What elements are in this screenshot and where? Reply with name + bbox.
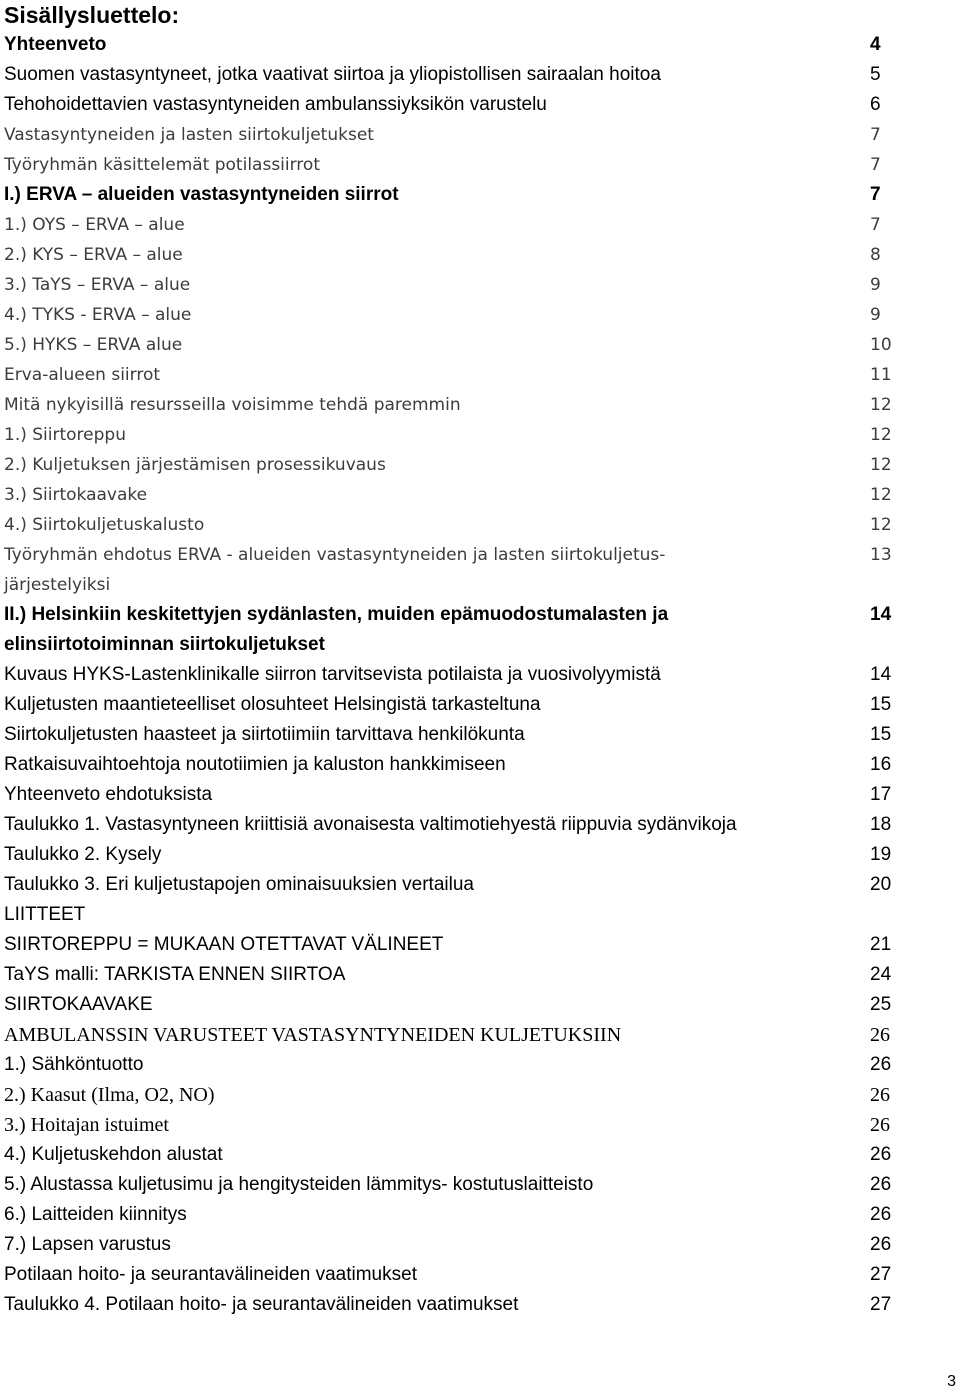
toc-entry-page: 26 — [870, 1084, 890, 1106]
toc-entry-page: 12 — [870, 395, 892, 415]
toc-entry-title: 2.) Kuljetuksen järjestämisen prosessikuvaus — [4, 455, 386, 475]
toc-entry[interactable] — [4, 1170, 914, 1200]
toc-entry-page: 14 — [870, 604, 892, 625]
toc-entry-title: Tehohoidettavien vastasyntyneiden ambulanssiyksikön varustelu — [4, 94, 547, 115]
toc-entry-title: 2.) Kaasut (Ilma, O2, NO) — [4, 1084, 215, 1106]
toc-entry[interactable] — [4, 1200, 914, 1230]
toc-entry-page: 12 — [870, 455, 892, 475]
toc-entry-title: 3.) Siirtokaavake — [4, 485, 148, 505]
toc-entry[interactable] — [4, 1290, 914, 1320]
toc-entry-page: 26 — [870, 1204, 892, 1225]
toc-entry-title: 4.) Siirtokuljetuskalusto — [4, 515, 205, 535]
toc-entry-page: 4 — [870, 34, 881, 55]
toc-entry[interactable] — [4, 1140, 914, 1170]
toc-entry[interactable] — [4, 780, 914, 810]
toc-entry-title: 4.) Kuljetuskehdon alustat — [4, 1144, 223, 1165]
toc-entry-page: 18 — [870, 814, 892, 835]
toc-entry-title: II.) Helsinkiin keskitettyjen sydänlasten, muiden epämuodostumalasten ja elinsiirtotoiminnan siirtokuljetukset — [4, 604, 669, 655]
toc-entry-title: Vastasyntyneiden ja lasten siirtokuljetukset — [4, 125, 374, 145]
toc-entry-title: 2.) KYS – ERVA – alue — [4, 245, 183, 265]
toc-entry-title: 1.) Sähköntuotto — [4, 1054, 144, 1075]
toc-entry-title: Työryhmän ehdotus ERVA - alueiden vastasyntyneiden ja lasten siirtokuljetus-järjestelyiksi — [4, 545, 666, 595]
toc-entry-title: 4.) TYKS - ERVA – alue — [4, 305, 192, 325]
toc-entry-page: 12 — [870, 485, 892, 505]
toc-entry-title: TaYS malli: TARKISTA ENNEN SIIRTOA — [4, 964, 346, 985]
toc-entry-page: 9 — [870, 275, 881, 295]
toc-entry-title: Kuljetusten maantieteelliset olosuhteet Helsingistä tarkasteltuna — [4, 694, 541, 715]
toc-entry[interactable] — [4, 300, 914, 330]
toc-entry-page: 26 — [870, 1054, 892, 1075]
toc-entry-page: 10 — [870, 335, 892, 355]
toc-entry-title: AMBULANSSIN VARUSTEET VASTASYNTYNEIDEN KULJETUKSIIN — [4, 1024, 622, 1046]
toc-entry-title: 1.) Siirtoreppu — [4, 425, 126, 445]
toc-entry-title: 6.) Laitteiden kiinnitys — [4, 1204, 187, 1225]
toc-entry[interactable] — [4, 60, 914, 90]
toc-entry[interactable] — [4, 1080, 914, 1110]
toc-entry-page: 25 — [870, 994, 892, 1015]
toc-entry-title: Työryhmän käsittelemät potilassiirrot — [4, 155, 320, 175]
toc-entry[interactable] — [4, 360, 914, 390]
toc-entry[interactable] — [4, 480, 914, 510]
toc-entry-page: 11 — [870, 365, 892, 385]
toc-entry-page: 7 — [870, 155, 881, 175]
toc-entry-page: 7 — [870, 184, 881, 205]
toc-entry-page: 19 — [870, 844, 892, 865]
toc-entry-page: 21 — [870, 934, 892, 955]
toc-entry-title: Taulukko 1. Vastasyntyneen kriittisiä avonaisesta valtimotiehyestä riippuvia sydänvikoja — [4, 814, 737, 835]
toc-entry-title: Taulukko 2. Kysely — [4, 844, 162, 865]
toc-entry[interactable] — [4, 960, 914, 990]
toc-entry-page: 27 — [870, 1264, 892, 1285]
toc-entry-title: Mitä nykyisillä resursseilla voisimme tehdä paremmin — [4, 395, 461, 415]
toc-entry-page: 6 — [870, 94, 881, 115]
toc-entry[interactable] — [4, 810, 914, 840]
toc-entry-title: Potilaan hoito- ja seurantavälineiden vaatimukset — [4, 1264, 417, 1285]
toc-entry[interactable] — [4, 390, 914, 420]
toc-entry-page: 26 — [870, 1234, 892, 1255]
toc-entry[interactable] — [4, 420, 914, 450]
toc-entry[interactable] — [4, 240, 914, 270]
toc-entry-page: 8 — [870, 245, 881, 265]
toc-entry[interactable] — [4, 270, 914, 300]
toc-entry[interactable] — [4, 930, 914, 960]
toc-entry[interactable] — [4, 750, 914, 780]
toc-entry-title: Siirtokuljetusten haasteet ja siirtotiimiin tarvittava henkilökunta — [4, 724, 525, 745]
table-of-contents — [4, 30, 914, 1320]
toc-entry-title: Taulukko 3. Eri kuljetustapojen ominaisuuksien vertailua — [4, 874, 474, 895]
toc-entry-page: 26 — [870, 1174, 892, 1195]
toc-entry-page: 24 — [870, 964, 892, 985]
toc-entry-title: 3.) Hoitajan istuimet — [4, 1114, 169, 1136]
toc-entry-title: 3.) TaYS – ERVA – alue — [4, 275, 191, 295]
toc-entry[interactable] — [4, 660, 914, 690]
toc-entry[interactable] — [4, 450, 914, 480]
toc-entry-title: Yhteenveto ehdotuksista — [4, 784, 213, 805]
toc-entry-page: 9 — [870, 305, 881, 325]
toc-entry-title: Yhteenveto — [4, 34, 107, 55]
toc-entry[interactable] — [4, 210, 914, 240]
toc-entry-title: SIIRTOREPPU = MUKAAN OTETTAVAT VÄLINEET — [4, 934, 444, 955]
toc-entry-title: 5.) Alustassa kuljetusimu ja hengitysteiden lämmitys- kostutuslaitteisto — [4, 1174, 594, 1195]
toc-entry[interactable] — [4, 720, 914, 750]
toc-entry[interactable] — [4, 1050, 914, 1080]
toc-entry-page: 20 — [870, 874, 892, 895]
toc-entry[interactable] — [4, 180, 914, 210]
toc-entry[interactable] — [4, 540, 914, 600]
toc-entry-page: 12 — [870, 425, 892, 445]
toc-entry-title: Suomen vastasyntyneet, jotka vaativat siirtoa ja yliopistollisen sairaalan hoitoa — [4, 64, 661, 85]
toc-entry-title: I.) ERVA – alueiden vastasyntyneiden siirrot — [4, 184, 399, 205]
toc-entry[interactable] — [4, 900, 914, 930]
toc-entry[interactable] — [4, 870, 914, 900]
toc-entry-title: Taulukko 4. Potilaan hoito- ja seurantavälineiden vaatimukset — [4, 1294, 519, 1315]
toc-entry[interactable] — [4, 30, 914, 60]
toc-entry-page: 5 — [870, 64, 881, 85]
toc-entry[interactable] — [4, 330, 914, 360]
toc-entry[interactable] — [4, 990, 914, 1020]
toc-entry-page: 26 — [870, 1114, 890, 1136]
toc-entry-page: 17 — [870, 784, 892, 805]
page-number: 3 — [947, 1373, 956, 1390]
toc-entry-page: 26 — [870, 1144, 892, 1165]
toc-entry[interactable] — [4, 690, 914, 720]
toc-entry-page: 7 — [870, 215, 881, 235]
toc-entry-page: 13 — [870, 545, 892, 565]
toc-entry[interactable] — [4, 90, 914, 120]
toc-entry-title: 7.) Lapsen varustus — [4, 1234, 171, 1255]
toc-entry-page: 14 — [870, 664, 892, 685]
toc-entry-page: 12 — [870, 515, 892, 535]
toc-entry-page: 16 — [870, 754, 892, 775]
toc-entry-title: 1.) OYS – ERVA – alue — [4, 215, 185, 235]
toc-entry-page: 15 — [870, 724, 892, 745]
toc-entry-page: 7 — [870, 125, 881, 145]
toc-entry-page: 27 — [870, 1294, 892, 1315]
toc-entry[interactable] — [4, 120, 914, 150]
toc-entry-title: 5.) HYKS – ERVA alue — [4, 335, 183, 355]
toc-entry[interactable] — [4, 1020, 914, 1050]
toc-entry-title: LIITTEET — [4, 904, 86, 925]
toc-entry-page: 26 — [870, 1024, 890, 1046]
toc-entry-title: Erva-alueen siirrot — [4, 365, 161, 385]
toc-entry[interactable] — [4, 1110, 914, 1140]
toc-entry-title: Ratkaisuvaihtoehtoja noutotiimien ja kaluston hankkimiseen — [4, 754, 506, 775]
toc-entry-title: SIIRTOKAAVAKE — [4, 994, 153, 1015]
toc-entry-page: 15 — [870, 694, 892, 715]
toc-entry[interactable] — [4, 510, 914, 540]
toc-entry[interactable] — [4, 150, 914, 180]
toc-entry[interactable] — [4, 1230, 914, 1260]
toc-entry-title: Kuvaus HYKS-Lastenklinikalle siirron tarvitsevista potilaista ja vuosivolyymistä — [4, 664, 661, 685]
toc-entry[interactable] — [4, 1260, 914, 1290]
toc-entry[interactable] — [4, 600, 914, 660]
toc-heading: Sisällysluettelo: — [4, 2, 180, 28]
toc-entry[interactable] — [4, 840, 914, 870]
